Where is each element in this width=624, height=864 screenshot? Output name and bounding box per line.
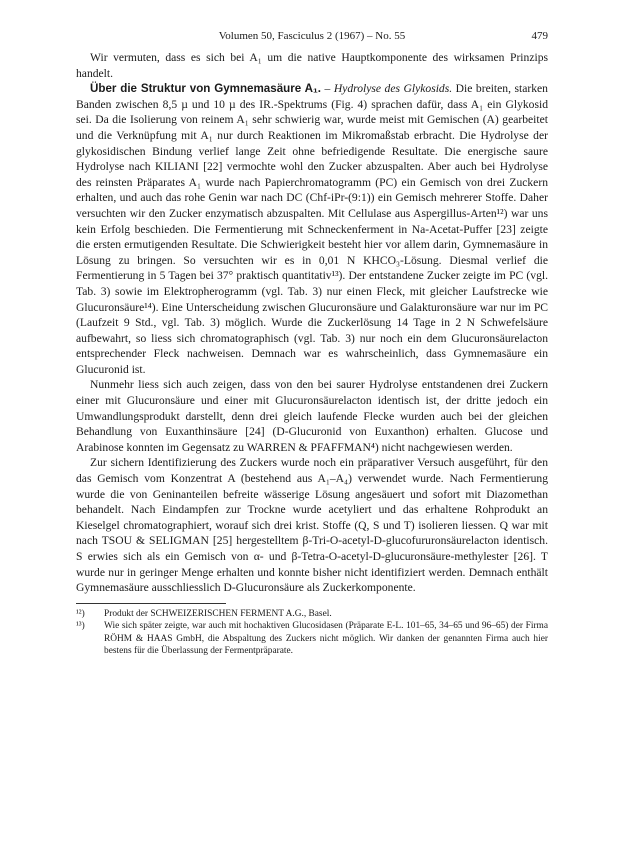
footnote-text: Wie sich später zeigte, war auch mit hochaktiven Glucosidasen (Präparate E-L. 101–65, 34–65 und 96–65) der Firma RÖHM & HAAS GmbH, die Abspaltung des Zuckers nicht möglich. Wir danken der genannten Firma auch hier bestens für die Überlassung der Fermentpräparate. xyxy=(104,621,548,656)
paragraph-identification: Zur sichern Identifizierung des Zuckers wurde noch ein präparativer Versuch ausgeführt, für den das Gemisch vom Konzentrat A (bestehend aus A₁–A₄) verwendet wurde. Nach Fermentierung wurde die von Geninanteilen befreite wässerige Lösung angesäuert und sofort mit Diazomethan behandelt. Nach Eindampfen zur Trockne wurde acetyliert und das erhaltene Rohprodukt an Kieselgel chromatographiert, worauf sich drei krist. Stoffe (Q, S und T) isolieren liessen. Q war mit nach TSOU & SELIGMAN [25] hergestelltem β-Tri-O-acetyl-D-glucofururonsäurelacton identisch. S erwies sich als ein Gemisch von α- und β-Tetra-O-acetyl-D-glucuronsäure-methylester [26]. T wurde nur in geringer Menge erhalten und konnte bisher nicht identifiziert werden. Demnach enthält Gymnemasäure ausschliesslich D-Glucuronsäure als Zuckerkomponente. xyxy=(76,456,548,595)
paragraph-structure-text: Banden zwischen 8,5 µ und 10 µ des IR.-Spektrums (Fig. 4) sprachen dafür, dass A₁ ein Glykosid sei. Da die Isolierung von reinem A₁ sehr schwierig war, wurde meist mit Gemischen (A) gearbeitet und die Verknüpfung mit A₁ nur durch Reaktionen im Mikromaßstab erbracht. Die Hydrolyse der glykosidischen Bindung verlief lange Zeit ohne befriedigende Resultate. Die energische saure Hydrolyse nach KILIANI [22] vermochte wohl den Zucker abzuspalten. Aber auch bei Hydrolyse des reinsten Präparates A₁ wurde nach Papierchromatogramm (PC) ein Gemisch von drei Zuckern erhalten, und auch das rohe Genin war nach DC (Chf-iPr-(9:1)) ein Gemisch mehrerer Stoffe. Daher versuchten wir den Zucker enzymatisch abzuspalten. Mit Cellulase aus Aspergillus-Arten¹²) war uns kein Erfolg beschieden. Die Fermentierung mit Schneckenferment in Na-Acetat-Puffer [23] zeigte die ersten ermutigenden Resultate. Die Schwierigkeit besteht hier vor allem darin, Gymnemasäure in Lösung zu bringen. So versuchten wir es in 0,01 N KHCO₃-Lösung. Diesmal verlief die Fermentierung in 5 Tagen bei 37° praktisch quantitativ¹³). Der entstandene Zucker zeigte im PC (vgl. Tab. 3) sowie im Elektropherogramm (vgl. Tab. 3) nur einen Fleck, mit gleicher Laufstrecke wie Glucuronsäure¹⁴). Eine Unterscheidung zwischen Glucuronsäure und Galakturonsäure war nur im PC (Laufzeit 9 Std., vgl. Tab. 3) möglich. Wurde die Zuckerlösung 14 Tage in 2 N Schwefelsäure aufbewahrt, so liess sich chromatographisch (vgl. Tab. 3) nur noch ein dem Glucuronsäurelacton entsprechender Fleck nachweisen. Demnach war es wahrscheinlich, dass Gymnemasäure ein Glucuronid ist. xyxy=(76,97,548,376)
section-heading: Über die Struktur von Gymnemasäure A₁. xyxy=(90,82,321,96)
paragraph-sugars: Nunmehr liess sich auch zeigen, dass von den bei saurer Hydrolyse entstandenen drei Zuckern einer mit Glucuronsäure und einer mit Glucuronsäurelacton identisch ist, der dritte jedoch ein Umwandlungsprodukt darstellt, denn drei gleich laufende Flecke wurden auch bei der gleichen Behandlung von Euxanthinsäure [24] (D-Glucuronid von Euxanthon) erhalten. Glucose und Arabinose konnten im Gegensatz zu WARREN & PFAFFMAN⁴) nicht nachgewiesen werden. xyxy=(76,378,548,454)
section-lead: Die breiten, starken xyxy=(455,82,548,96)
body-text xyxy=(76,50,548,596)
footnote-rule xyxy=(76,603,226,604)
footnote-12 xyxy=(76,608,548,620)
running-title: Volumen 50, Fasciculus 2 (1967) – No. 55 xyxy=(218,30,406,42)
footnote-text: Produkt der SCHWEIZERISCHEN FERMENT A.G., Basel. xyxy=(104,608,332,619)
footnote-mark: ¹³) xyxy=(76,621,85,632)
running-header xyxy=(76,30,548,50)
footnote-13 xyxy=(76,620,548,657)
paragraph-structure xyxy=(76,81,548,377)
section-subtitle: – Hydrolyse des Glykosids. xyxy=(324,82,453,96)
footnotes xyxy=(76,603,548,658)
page-number: 479 xyxy=(531,30,548,42)
footnote-mark: ¹²) xyxy=(76,608,85,619)
paragraph-intro: Wir vermuten, dass es sich bei A₁ um die native Hauptkomponente des wirksamen Prinzips handelt. xyxy=(76,51,548,80)
document-page xyxy=(76,30,548,657)
